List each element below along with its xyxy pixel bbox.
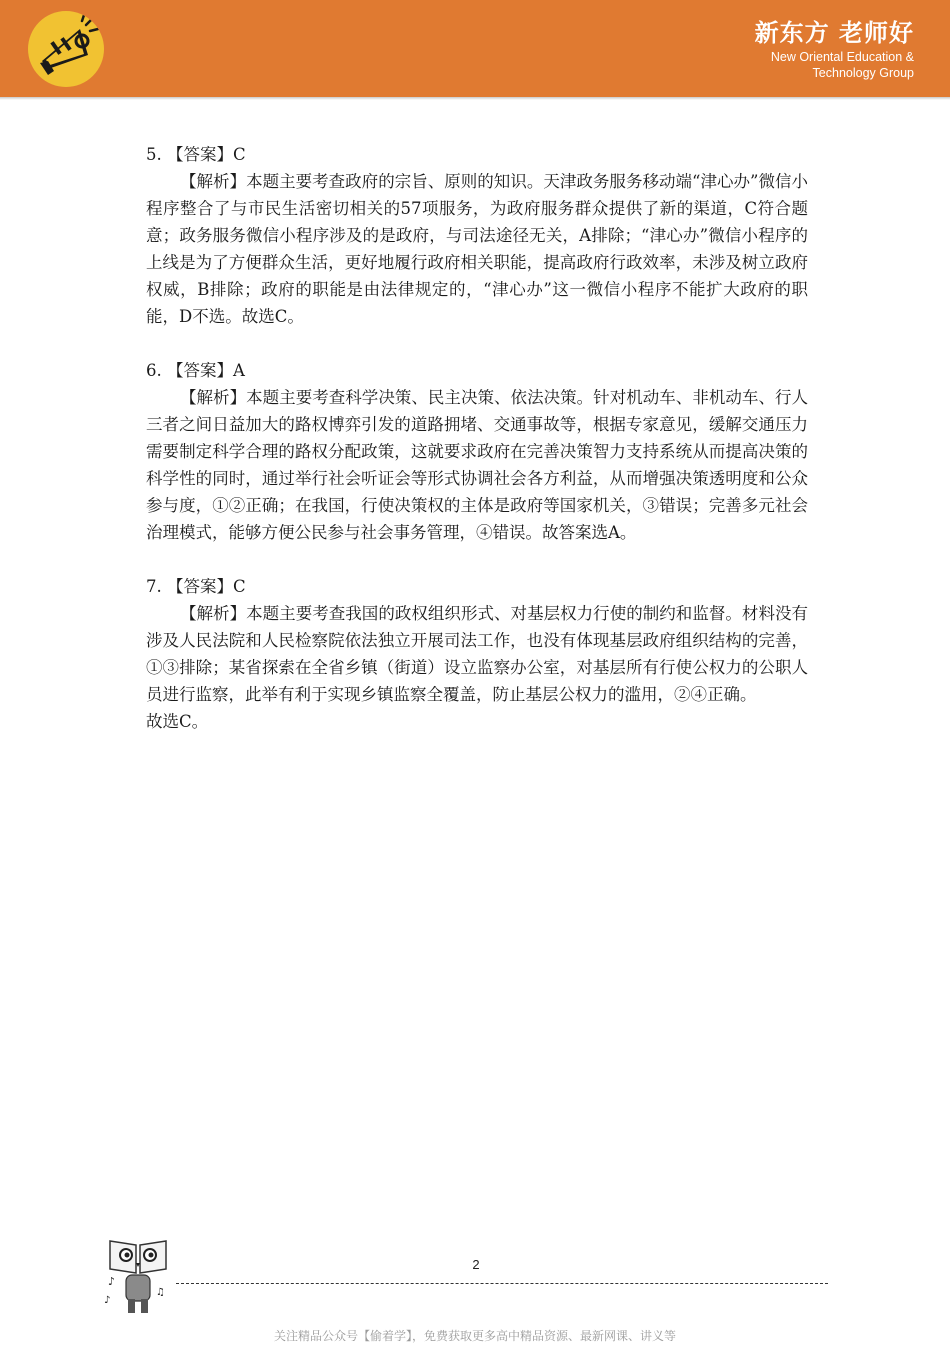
answer-line: 5. 【答案】C — [146, 145, 246, 164]
brand-name-cn: 新东方 老师好 — [754, 19, 914, 47]
conclusion-line: 故选C。 — [146, 712, 209, 731]
brand-en-line-2: Technology Group — [812, 66, 914, 80]
answer-line: 6. 【答案】A — [146, 361, 245, 380]
answer-line: 7. 【答案】C — [146, 577, 246, 596]
footer-promo-text: 关注精品公众号【偷着学】，免费获取更多高中精品资源、最新网课、讲义等 — [273, 1329, 676, 1343]
analysis-paragraph: 【解析】本题主要考查我国的政权组织形式、对基层权力行使的制约和监督。材料没有涉及人民法院和人民检察院依法独立开展司法工作，也没有体现基层政府组织结构的完善，①③排除；某省探索在全省乡镇（街道）设立监察办公室，对基层所有行使公权力的公职人员进行监察，此举有利于实现乡镇监察全覆盖，防止基层公权力的滥用，②④正确。 — [146, 604, 808, 704]
svg-text:♫: ♫ — [156, 1287, 165, 1298]
brand-name-en — [771, 49, 914, 81]
brand-en-line-1: New Oriental Education & — [770, 50, 914, 64]
footer-dashed-divider — [176, 1283, 828, 1284]
question-7 — [146, 573, 808, 735]
page-number: 2 — [472, 1257, 480, 1272]
header-divider — [0, 97, 950, 100]
megaphone-logo-icon — [28, 11, 104, 87]
question-6 — [146, 357, 808, 546]
svg-text:♪: ♪ — [108, 1275, 116, 1288]
answer-content — [146, 141, 808, 762]
analysis-paragraph: 【解析】本题主要考查政府的宗旨、原则的知识。天津政务服务移动端“津心办”微信小程序整合了与市民生活密切相关的57项服务，为政府服务群众提供了新的渠道，C符合题意；政务服务微信小程序涉及的是政府，与司法途径无关，A排除；“津心办”微信小程序的上线是为了方便群众生活，更好地履行政府相关职能，提高政府行政效率，未涉及树立政府权威，B排除；政府的职能是由法律规定的，“津心办”这一微信小程序不能扩大政府的职能，D不选。故选C。 — [146, 172, 808, 326]
page-header — [0, 0, 950, 97]
book-owl-mascot-icon — [102, 1233, 174, 1317]
svg-text:♪: ♪ — [104, 1295, 111, 1306]
question-5 — [146, 141, 808, 330]
analysis-paragraph: 【解析】本题主要考查科学决策、民主决策、依法决策。针对机动车、非机动车、行人三者之间日益加大的路权博弈引发的道路拥堵、交通事故等，根据专家意见，缓解交通压力需要制定科学合理的路权分配政策，这就要求政府在完善决策智力支持系统从而提高决策的科学性的同时，通过举行社会听证会等形式协调社会各方利益，从而增强决策透明度和公众参与度，①②正确；在我国，行使决策权的主体是政府等国家机关，③错误；完善多元社会治理模式，能够方便公民参与社会事务管理，④错误。故答案选A。 — [146, 388, 808, 542]
